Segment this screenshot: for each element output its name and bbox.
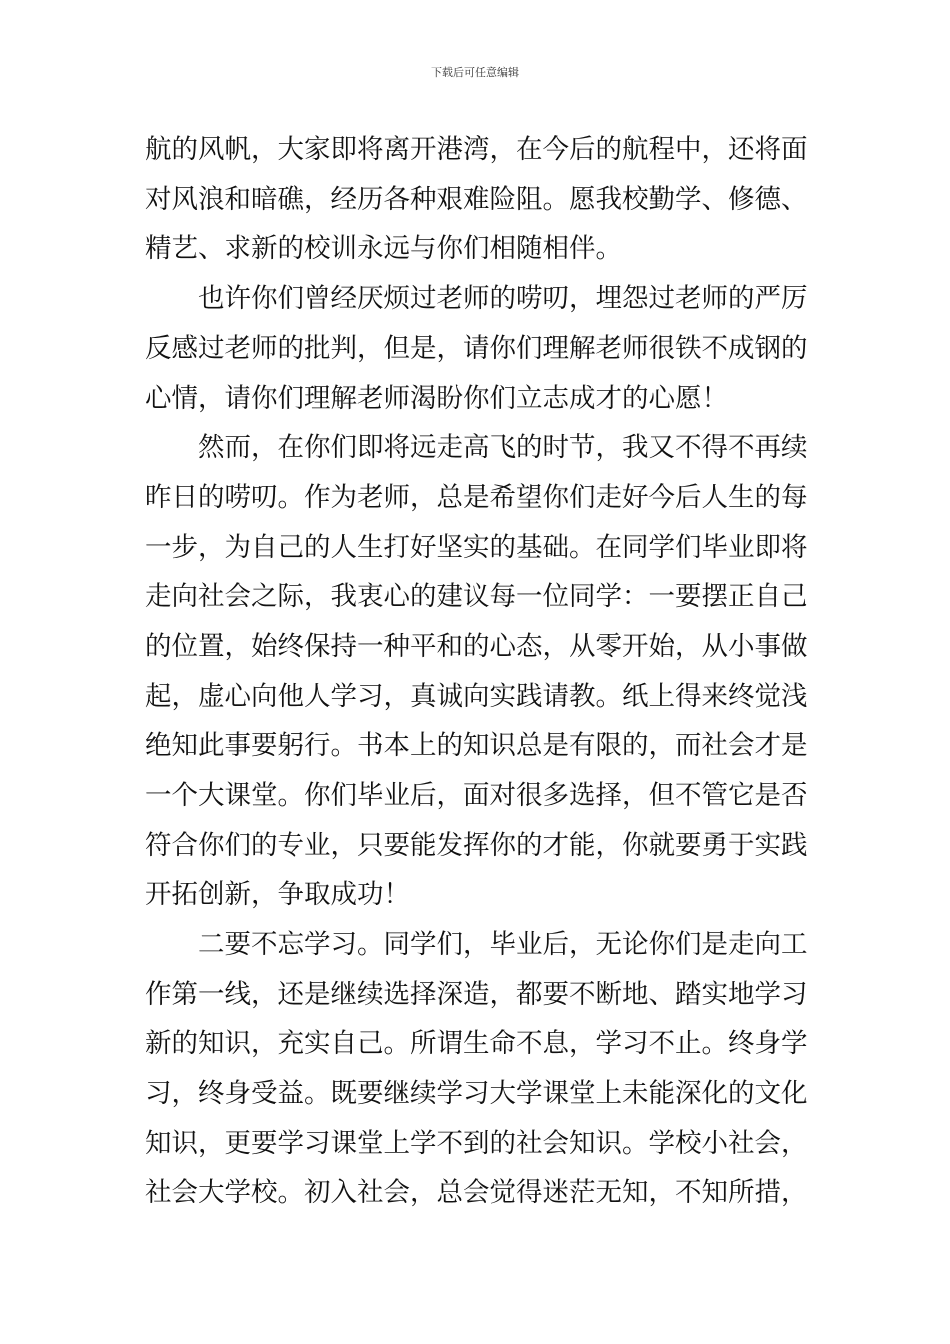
page-header-note: 下载后可任意编辑 [431,66,519,79]
text-line: 心情，请你们理解老师渴盼你们立志成才的心愿！ [145,383,728,414]
text-line: 开拓创新，争取成功！ [145,879,410,910]
text-line: 知识，更要学习课堂上学不到的社会知识。学校小社会， [145,1128,808,1159]
text-line: 起，虚心向他人学习，真诚向实践请教。纸上得来终觉浅 [145,681,808,712]
text-line: 也许你们曾经厌烦过老师的唠叨，埋怨过老师的严厉 [198,283,808,314]
text-line: 然而，在你们即将远走高飞的时节，我又不得不再续 [198,432,808,463]
text-line: 对风浪和暗礁，经历各种艰难险阻。愿我校勤学、修德、 [145,184,808,215]
text-line: 航的风帆，大家即将离开港湾，在今后的航程中，还将面 [145,134,808,165]
text-line: 一步，为自己的人生打好坚实的基础。在同学们毕业即将 [145,532,808,563]
text-line: 绝知此事要躬行。书本上的知识总是有限的，而社会才是 [145,730,808,761]
text-line: 社会大学校。初入社会，总会觉得迷茫无知，不知所措， [145,1177,808,1208]
text-line: 一个大课堂。你们毕业后，面对很多选择，但不管它是否 [145,780,808,811]
text-line: 习，终身受益。既要继续学习大学课堂上未能深化的文化 [145,1078,808,1109]
text-line: 二要不忘学习。同学们，毕业后，无论你们是走向工 [198,929,808,960]
text-line: 符合你们的专业，只要能发挥你的才能，你就要勇于实践 [145,830,808,861]
text-line: 昨日的唠叨。作为老师，总是希望你们走好今后人生的每 [145,482,808,513]
text-line: 反感过老师的批判，但是，请你们理解老师很铁不成钢的 [145,333,808,364]
text-line: 新的知识，充实自己。所谓生命不息，学习不止。终身学 [145,1028,808,1059]
text-line: 的位置，始终保持一种平和的心态，从零开始，从小事做 [145,631,808,662]
text-line: 作第一线，还是继续选择深造，都要不断地、踏实地学习 [145,979,808,1010]
text-line: 精艺、求新的校训永远与你们相随相伴。 [145,233,622,264]
text-line: 走向社会之际，我衷心的建议每一位同学：一要摆正自己 [145,581,808,612]
